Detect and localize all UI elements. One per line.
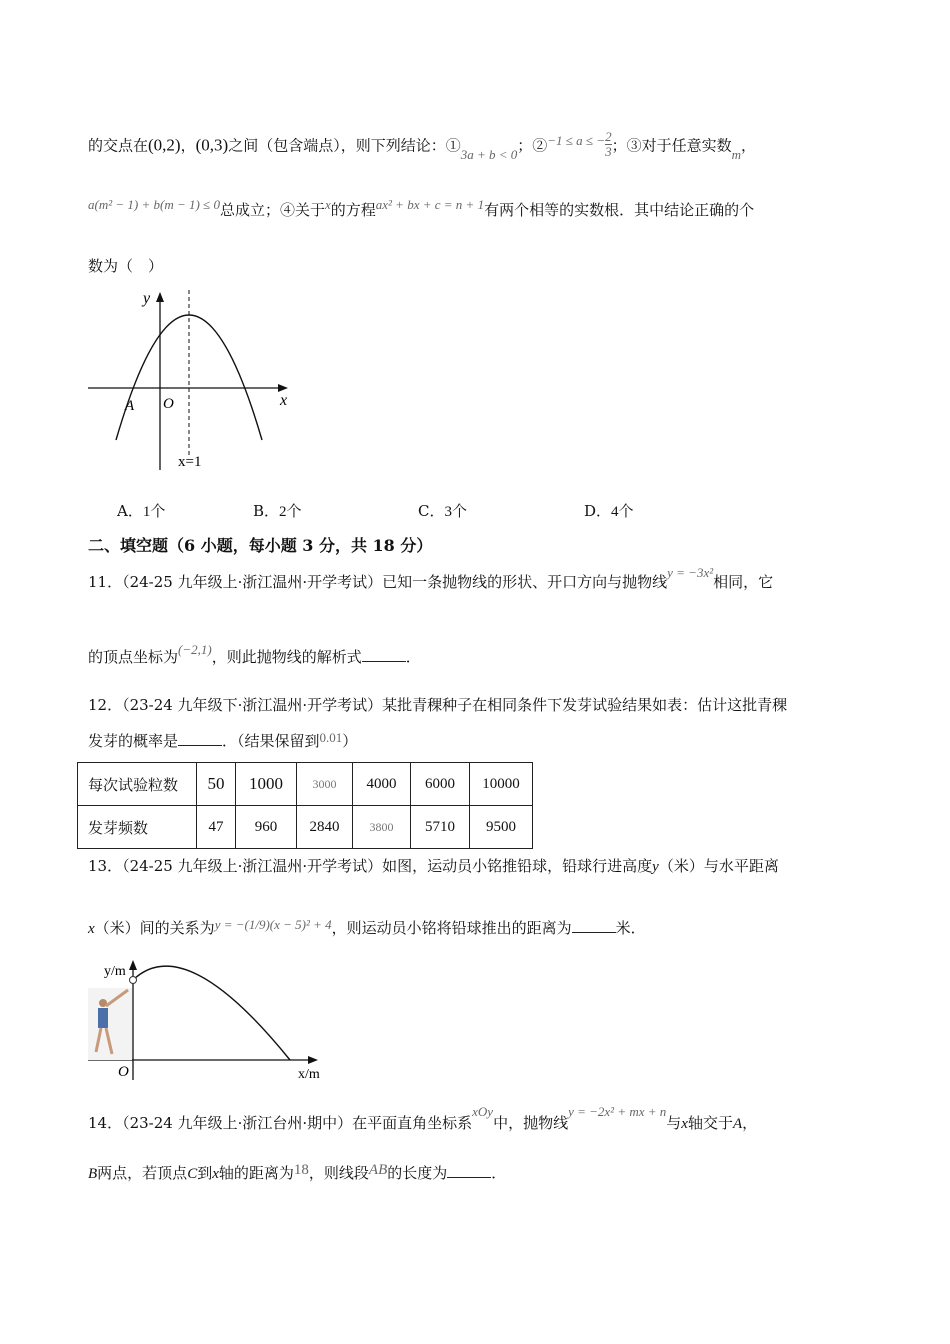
text: ，则线段 bbox=[308, 1164, 369, 1182]
conclusion-3-math: a(m² − 1) + b(m − 1) ≤ 0 bbox=[88, 197, 220, 212]
text: 11．（24-25 九年级上·浙江温州·开学考试）已知一条抛物线的形状、开口方向与抛物线 bbox=[88, 573, 668, 591]
math-point: (−2,1) bbox=[178, 642, 212, 657]
q13-line2 bbox=[88, 918, 646, 939]
option-b[interactable] bbox=[253, 500, 302, 521]
axis-label: x=1 bbox=[178, 454, 202, 470]
table-cell: 3000 bbox=[297, 763, 353, 806]
table-cell: 5710 bbox=[411, 806, 470, 849]
point-a-label: A bbox=[125, 398, 135, 414]
text: 13．（24-25 九年级上·浙江温州·开学考试）如图，运动员小铭推铅球，铅球行进高度 bbox=[88, 857, 653, 875]
math-var: A bbox=[732, 1116, 743, 1132]
table-cell: 10000 bbox=[470, 763, 533, 806]
trajectory-curve bbox=[133, 966, 290, 1060]
text: ，则此抛物线的解析式 bbox=[211, 648, 362, 666]
table-row bbox=[78, 806, 533, 849]
q11-line1 bbox=[88, 565, 774, 593]
text: 相同，它 bbox=[713, 573, 774, 591]
x-axis-arrow-icon bbox=[278, 384, 288, 392]
table-cell: 960 bbox=[236, 806, 297, 849]
text: 中，抛物线 bbox=[493, 1114, 569, 1132]
q14-line1 bbox=[88, 1104, 758, 1134]
math-number: 18 bbox=[293, 1162, 309, 1178]
option-c[interactable] bbox=[418, 500, 467, 521]
x-axis-arrow-icon bbox=[308, 1056, 318, 1064]
table-cell: 47 bbox=[197, 806, 236, 849]
table-cell: 3800 bbox=[353, 806, 411, 849]
text: ；② bbox=[517, 136, 548, 155]
x-label: x/m bbox=[298, 1067, 320, 1082]
option-value: 4 bbox=[611, 504, 619, 520]
fraction-num: 2 bbox=[605, 129, 612, 144]
q13-line1 bbox=[88, 856, 779, 877]
q10-line3: 数为（ ） bbox=[88, 257, 164, 275]
text: 14．（23-24 九年级上·浙江台州·期中）在平面直角坐标系 bbox=[88, 1114, 473, 1132]
q14-line2 bbox=[88, 1163, 506, 1184]
text: （米）间的关系为 bbox=[94, 919, 215, 937]
athlete-image bbox=[88, 988, 132, 1060]
text: ．（结果保留到 bbox=[222, 732, 320, 750]
math-var: B bbox=[88, 1166, 98, 1182]
table-cell: 1000 bbox=[236, 763, 297, 806]
text: 轴交于 bbox=[687, 1114, 733, 1132]
answer-blank[interactable] bbox=[572, 918, 616, 933]
text: 的交点在 bbox=[88, 136, 149, 155]
table-cell: 6000 bbox=[411, 763, 470, 806]
answer-blank[interactable] bbox=[178, 731, 222, 746]
option-unit: 个 bbox=[150, 502, 166, 520]
option-value: 1 bbox=[142, 504, 151, 520]
text: ． bbox=[405, 648, 421, 666]
math-point: (0,2) bbox=[148, 135, 181, 155]
text: 的长度为 bbox=[387, 1164, 448, 1182]
x-label: x bbox=[280, 392, 288, 409]
math-var: AB bbox=[368, 1162, 388, 1178]
y-axis-arrow-icon bbox=[129, 960, 137, 970]
section-heading: 二、填空题（6 小题，每小题 3 分，共 18 分） bbox=[88, 536, 433, 555]
math-var: y bbox=[652, 859, 659, 875]
math-var: xOy bbox=[472, 1104, 494, 1119]
math-point: (0,3) bbox=[195, 135, 229, 155]
text: 轴的距离为 bbox=[218, 1164, 294, 1182]
origin-label: O bbox=[118, 1064, 129, 1080]
shot-ball bbox=[130, 977, 137, 984]
q12-line2 bbox=[88, 731, 357, 752]
q11-line2 bbox=[88, 642, 421, 668]
math-var: x bbox=[324, 197, 331, 212]
math-eq: y = −3x² bbox=[667, 565, 714, 580]
option-a[interactable] bbox=[117, 500, 165, 521]
math-eq: y = −2x² + mx + n bbox=[568, 1104, 667, 1119]
text: 总成立；④关于 bbox=[219, 201, 325, 219]
text: 与 bbox=[666, 1114, 682, 1132]
text: 的方程 bbox=[330, 201, 376, 219]
y-label: y bbox=[143, 290, 151, 307]
option-d[interactable] bbox=[584, 500, 634, 521]
q10-parabola-graph bbox=[88, 290, 288, 470]
option-letter: C． bbox=[418, 502, 445, 520]
row-header: 发芽频数 bbox=[78, 806, 197, 849]
option-value: 3 bbox=[444, 504, 452, 520]
option-value: 2 bbox=[279, 504, 287, 520]
y-label: y/m bbox=[104, 964, 126, 979]
text: 之间（包含端点），则下列结论：① bbox=[228, 136, 461, 155]
row-header: 每次试验粒数 bbox=[78, 763, 197, 806]
option-unit: 个 bbox=[618, 502, 634, 520]
answer-blank[interactable] bbox=[362, 647, 406, 662]
text: 的顶点坐标为 bbox=[88, 648, 179, 666]
germination-table bbox=[77, 762, 533, 849]
text: 到 bbox=[197, 1164, 213, 1182]
q12-line1: 12．（23-24 九年级下·浙江温州·开学考试）某批青稞种子在相同条件下发芽试验结果如表：估计这批青稞 bbox=[88, 696, 788, 714]
option-letter: D． bbox=[584, 502, 612, 520]
math-var: x bbox=[681, 1116, 688, 1132]
text: （米）与水平距离 bbox=[658, 857, 779, 875]
text: ， bbox=[741, 136, 757, 155]
option-letter: A． bbox=[117, 502, 143, 520]
text: 米． bbox=[615, 919, 646, 937]
table-cell: 9500 bbox=[470, 806, 533, 849]
math-var: m bbox=[731, 146, 741, 162]
conclusion-1-math: 3a + b < 0 bbox=[460, 146, 518, 162]
q13-shotput-figure bbox=[88, 960, 320, 1082]
option-letter: B． bbox=[253, 502, 280, 520]
conclusion-2-math: −1 ≤ a ≤ − bbox=[547, 132, 606, 148]
text: ， bbox=[742, 1114, 758, 1132]
text: ） bbox=[342, 732, 358, 750]
text: 两点，若顶点 bbox=[97, 1164, 188, 1182]
math-var: x bbox=[212, 1166, 219, 1182]
text: ，则运动员小铭将铅球推出的距离为 bbox=[331, 919, 572, 937]
fraction-den: 3 bbox=[605, 144, 612, 159]
answer-blank[interactable] bbox=[447, 1163, 491, 1178]
table-row bbox=[78, 763, 533, 806]
table-cell: 50 bbox=[197, 763, 236, 806]
option-unit: 个 bbox=[286, 502, 302, 520]
math-var: x bbox=[88, 921, 95, 937]
math-number: 0.01 bbox=[319, 730, 343, 745]
table-cell: 4000 bbox=[353, 763, 411, 806]
text: 有两个相等的实数根．其中结论正确的个 bbox=[484, 201, 755, 219]
origin-label: O bbox=[163, 396, 174, 412]
y-axis-arrow-icon bbox=[156, 292, 164, 302]
text: ， bbox=[180, 136, 196, 155]
table-cell: 2840 bbox=[297, 806, 353, 849]
text: ；③对于任意实数 bbox=[611, 136, 732, 155]
conclusion-4-math: ax² + bx + c = n + 1 bbox=[375, 197, 485, 212]
text: 发芽的概率是 bbox=[88, 732, 179, 750]
math-eq: y = −(1/9)(x − 5)² + 4 bbox=[214, 917, 332, 932]
math-var: C bbox=[187, 1166, 198, 1182]
option-unit: 个 bbox=[451, 502, 467, 520]
text: ． bbox=[491, 1164, 507, 1182]
